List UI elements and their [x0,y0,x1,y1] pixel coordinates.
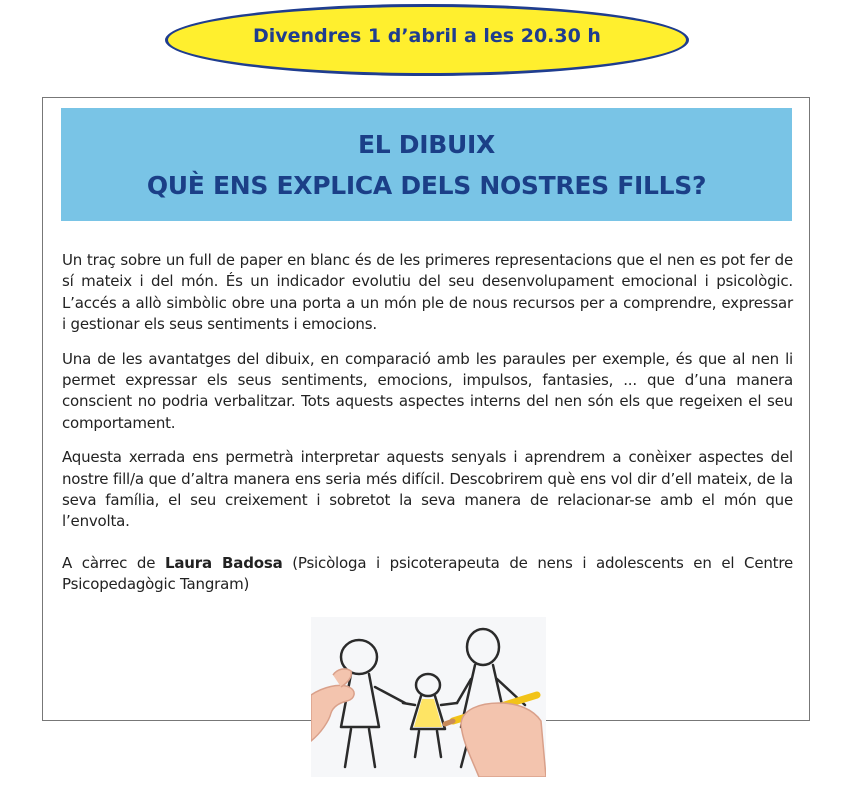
date-banner [165,4,689,76]
credit-prefix: A càrrec de [62,553,165,572]
title-line-2: QUÈ ENS EXPLICA DELS NOSTRES FILLS? [146,170,707,200]
event-date: Divendres 1 d’abril a les 20.30 h [253,25,601,47]
title-line-1: EL DIBUIX [358,129,495,159]
paragraph-1: Un traç sobre un full de paper en blanc és de les primeres representacions que el nen es pot fer de sí mateix i del món. És un indicador evolutiu del seu desenvolupament emocional i psicològic. L’accés a allò simbòlic obre una porta a un món ple de nous recursos per a comprendre, expressar i gestionar els seus sentiments i emocions. [62,251,793,334]
family-drawing-icon [311,617,546,777]
paragraph-2: Una de les avantatges del dibuix, en comparació amb les paraules per exemple, és que al nen li permet expressar els seus sentiments, emocions, impulsos, fantasies, ... que d’una manera conscient no podria verbalitzar. Tots aquests aspectes interns del nen són els que regeixen el seu comportament. [62,349,793,432]
paragraph-3: Aquesta xerrada ens permetrà interpretar aquests senyals i aprendrem a conèixer aspectes del nostre fill/a que d’altra manera ens seria més difícil. Descobrirem què ens vol dir d’ell mateix, de la seva família, el seu creixement i sobretot la seva manera de relacionar-se amb el món que l’envolta. [62,448,793,531]
description [62,250,793,609]
speaker-name: Laura Badosa [165,553,283,572]
title-banner [61,108,792,221]
speaker-credit [62,553,793,596]
credit-details: (Psicòloga i psicoterapeuta de nens i adolescents en el Centre Psicopedagògic Tangram) [62,553,794,594]
